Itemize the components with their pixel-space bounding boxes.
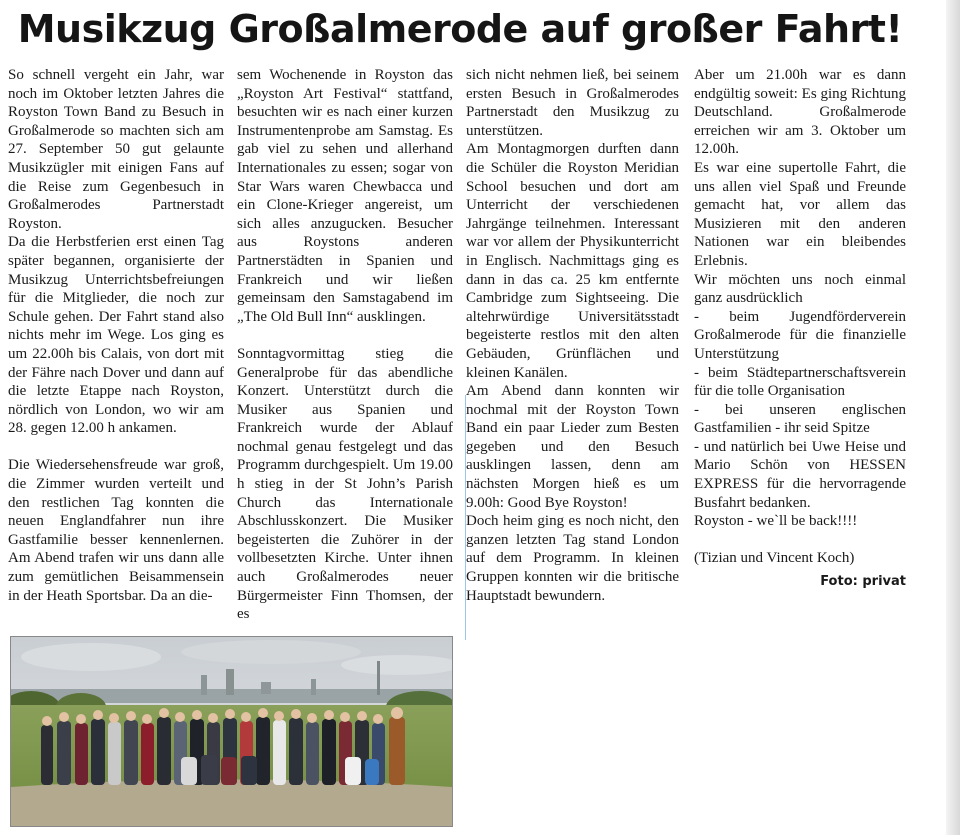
author-signature: (Tizian und Vincent Koch) (694, 550, 855, 567)
paragraph: sem Wochenende in Royston das „Royston Art Festival“ stattfand, besuchten wir es nach einer kurzen Instrumentenprobe am Samstag. Es gab viel zu sehen und allerhand Internationales zu essen; sogar von Star Wars waren Chewbacca und ein Clone-Krieger angereist, um sich alles anzugucken. Besucher aus Roystons anderen Partnerstädten in Spanien und Frankreich und wir ließen gemeinsam den Samstagabend im „The Old Bull Inn“ ausklingen. (237, 67, 453, 325)
photo-credit: Foto: privat (820, 574, 906, 589)
paragraph: Wir möchten uns noch einmal ganz ausdrücklich (694, 271, 906, 307)
page-edge (946, 0, 960, 835)
article-column-1 (8, 66, 224, 605)
paragraph: Royston - we`ll be back!!!! (694, 513, 858, 530)
article-column-4 (694, 66, 906, 568)
article-column-2 (237, 66, 453, 624)
article-column-3 (466, 66, 679, 605)
paragraph: Am Abend dann konnten wir nochmal mit der Royston Town Band ein paar Lieder zum Besten gegeben und den Besuch ausklingen lassen, denn am nächsten Morgen hieß es um 9.00h: Good Bye Royston! (466, 383, 679, 511)
paragraph: Doch heim ging es noch nicht, den ganzen letzten Tag stand London auf dem Programm. In kleinen Gruppen konnten wir die britische Hauptstadt bewundern. (466, 513, 679, 604)
paragraph: - und natürlich bei Uwe Heise und Mario Schön von HESSEN EXPRESS für die hervorragende Busfahrt bedanken. (694, 438, 906, 511)
paragraph: Am Montagmorgen durften dann die Schüler die Royston Meridian School besuchen und dort am Unterricht der verschiedenen Jahrgänge teilnehmen. Interessant war vor allem der Physikunterricht in Englisch. Nachmittags ging es dann in das ca. 25 km entfernte Cambridge zum Sightseeing. Die altehrwürdige Universitätsstadt begeisterte restlos mit den alten Gebäuden, Grünflächen und kleinen Kanälen. (466, 141, 679, 381)
article-headline: Musikzug Großalmerode auf großer Fahrt! (17, 7, 903, 51)
paragraph: Die Wiedersehensfreude war groß, die Zimmer wurden verteilt und den restlichen Tag konnten die neuen Englandfahrer nun ihre Gastfamilie besser kennenlernen. Am Abend trafen wir uns dann alle zum gemütlichen Beisammensein in der Heath Sportsbar. Da an die- (8, 457, 224, 604)
column-divider (465, 395, 466, 640)
paragraph: - bei unseren englischen Gastfamilien - ihr seid Spitze (694, 401, 906, 437)
paragraph: So schnell vergeht ein Jahr, war noch im Oktober letzten Jahres die Royston Town Band zu Besuch in Großalmerode so machten sich am 27. September 50 gut gelaunte Musikzügler mit einigen Fans auf die Reise zum Gegenbesuch in Großalmerodes Partnerstadt Royston. (8, 67, 224, 232)
paragraph: - beim Jugendförderverein Großalmerode für die finanzielle Unterstützung (694, 308, 906, 362)
paragraph: Da die Herbstferien erst einen Tag später begannen, organisierte der Musikzug Unterrichtsbefreiungen für die Mitglieder, die noch zur Schule gehen. Der Fahrt stand also nichts mehr im Wege. Los ging es um 22.00h bis Calais, von dort mit der Fähre nach Dover und dann auf die letzte Etappe nach Royston, nördlich von London, wo wir am 28. gegen 12.00 h ankamen. (8, 234, 224, 437)
paragraph: Sonntagvormittag stieg die Generalprobe für das abendliche Konzert. Unterstützt durch die Musiker aus Spanien und Frankreich wurde der Ablauf nochmal genau festgelegt und das Programm durchgespielt. Um 19.00 h stieg in der St John’s Parish Church das Internationale Abschlusskonzert. Die Musiker begeisterten die Zuhörer in der vollbesetzten Kirche. Unter ihnen auch Großalmerodes neuer Bürgermeister Finn Thomsen, der es (237, 345, 453, 623)
group-photo (10, 636, 453, 827)
paragraph: - beim Städtepartnerschaftsverein für die tolle Organisation (694, 364, 906, 400)
paragraph: Aber um 21.00h war es dann endgültig soweit: Es ging Richtung Deutschland. Großalmerode erreichen wir am 3. Oktober um 12.00h. (694, 67, 906, 158)
group-photo-image (11, 637, 452, 826)
paragraph: Es war eine supertolle Fahrt, die uns allen viel Spaß und Freunde gemacht hat, vor allem das Musizieren mit den anderen Nationen war ein bleibendes Erlebnis. (694, 159, 906, 269)
paragraph: sich nicht nehmen ließ, bei seinem ersten Besuch in Großalmerodes Partnerstadt den Musikzug zu unterstützen. (466, 67, 679, 139)
